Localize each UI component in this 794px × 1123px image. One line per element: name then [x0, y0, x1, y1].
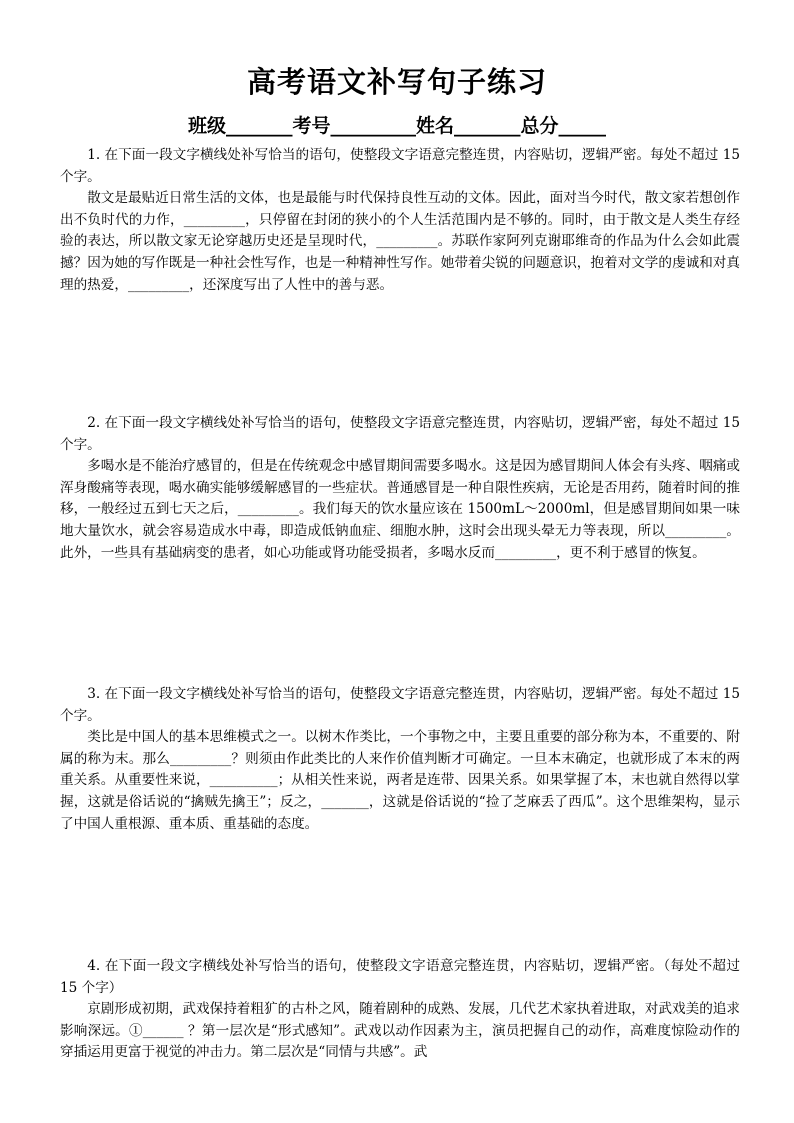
question-passage: 多喝水是不能治疗感冒的，但是在传统观念中感冒期间需要多喝水。这是因为感冒期间人体会有头疼、咽痛或浑身酸痛等表现，喝水确实能够缓解感冒的一些症状。普通感冒是一种自限性疾病，无论是否用药，随着时间的推移，一般经过五到七天之后，_________。我们每天的饮水量应该在 1500mL～2000ml，但是感冒期间如果一味地大量饮水，就会容易造成水中毒，即造成低钠血症、细胞水肿，这时会出现头晕无力等表现，所以_________。此外，一些具有基础病变的患者，如心功能或肾功能受损者，多喝水反而_________，更不利于感冒的恢复。 [60, 458, 740, 561]
question-passage: 京剧形成初期，武戏保持着粗犷的古朴之风，随着剧种的成熟、发展，几代艺术家执着进取，对武戏美的追求影响深远。①______ ？第一层次是“形式感知”。武戏以动作因素为主，演员把握自己的动作，高难度惊险动作的穿插运用更富于视觉的冲击力。第二层次是“同情与共感”。武 [60, 1001, 740, 1061]
question-passage: 散文是最贴近日常生活的文体，也是最能与时代保持良性互动的文体。因此，面对当今时代，散文家若想创作出不负时代的力作，_________，只停留在封闭的狭小的个人生活范围内是不够的。同时，由于散文是人类生存经验的表达，所以散文家无论穿越历史还是呈现时代，_________。苏联作家阿列克谢耶维奇的作品为什么会如此震撼？因为她的写作既是一种社会性写作，也是一种精神性写作。她带着尖锐的问题意识，抱着对文学的虔诚和对真理的热爱，_________，还深度写出了人性中的善与恶。 [60, 190, 740, 293]
question-instruction: 4. 在下面一段文字横线处补写恰当的语句，使整段文字语意完整连贯，内容贴切，逻辑严密。（每处不超过 15 个字） [60, 958, 740, 996]
question-1 [60, 145, 740, 296]
question-3 [60, 684, 740, 835]
question-4 [60, 956, 740, 1064]
question-2 [60, 413, 740, 564]
student-info-line: 班级_______考号_________姓名_______总分_____ [187, 115, 606, 137]
question-instruction: 2. 在下面一段文字横线处补写恰当的语句，使整段文字语意完整连贯，内容贴切，逻辑严密，每处不超过 15 个字。 [60, 415, 740, 453]
question-instruction: 1. 在下面一段文字横线处补写恰当的语句，使整段文字语意完整连贯，内容贴切，逻辑严密。每处不超过 15 个字。 [60, 147, 740, 185]
question-passage: 类比是中国人的基本思维模式之一。以树木作类比，一个事物之中，主要且重要的部分称为本，不重要的、附属的称为末。那么_________？则须由作此类比的人来作价值判断才可确定。一旦本末确定，也就形成了本末的两重关系。从重要性来说，__________；从相关性来说，两者是连带、因果关系。如果掌握了本，末也就自然得以掌握，这就是俗话说的“擒贼先擒王”；反之，_______，这就是俗话说的“捡了芝麻丢了西瓜”。这个思维架构，显示了中国人重根源、重本质、重基础的态度。 [60, 729, 740, 832]
question-instruction: 3. 在下面一段文字横线处补写恰当的语句，使整段文字语意完整连贯，内容贴切，逻辑严密。每处不超过 15 个字。 [60, 686, 740, 724]
page-title: 高考语文补写句子练习 [246, 65, 547, 99]
